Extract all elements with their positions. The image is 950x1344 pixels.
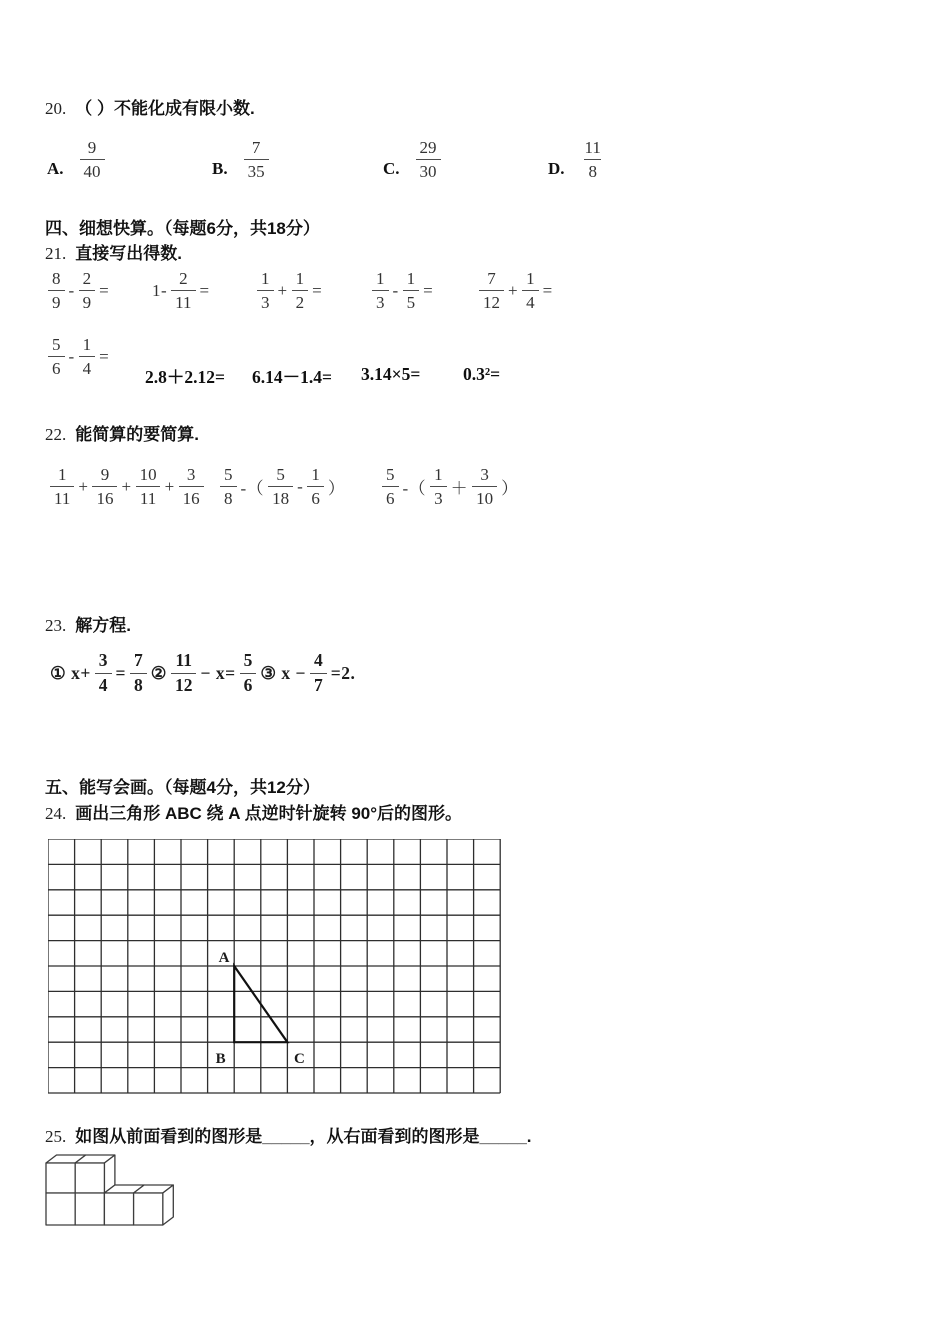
- fraction: $\frac{5}{18}$: [268, 466, 293, 507]
- question-20-text: （ ）不能化成有限小数.: [75, 99, 255, 118]
- q21-expression-2: [150, 270, 212, 311]
- front-face-upper-cube-1: [46, 1163, 75, 1193]
- fraction: $\frac{1}{5}$: [403, 270, 420, 311]
- vertex-label-a: A: [218, 950, 230, 967]
- option-d-label: D.: [548, 159, 565, 178]
- fraction: $\frac{10}{11}$: [136, 466, 161, 507]
- math-text: =2.: [330, 662, 356, 683]
- math-text: =: [99, 280, 110, 300]
- q21-expression-3: [255, 270, 324, 311]
- question-22-number: 22.: [45, 425, 67, 444]
- question-23-text: 解方程.: [75, 616, 131, 635]
- q21-decimal-2: 6.14－1.4=: [252, 367, 332, 387]
- option-d-fraction: [579, 139, 607, 180]
- option-b-label: B.: [212, 159, 228, 178]
- option-a-fraction: [78, 139, 107, 180]
- math-text: ③ x −: [260, 662, 306, 683]
- question-25-text: 如图从前面看到的图形是_____，从右面看到的图形是_____.: [75, 1127, 532, 1146]
- math-text: +: [164, 476, 175, 496]
- math-text: +: [78, 476, 89, 496]
- front-face-lower-cube-2: [75, 1193, 104, 1225]
- math-text: =: [312, 280, 323, 300]
- front-face-lower-cube-1: [46, 1193, 75, 1225]
- fraction: $\frac{9}{16}$: [92, 466, 117, 507]
- math-text: -（: [240, 479, 265, 498]
- question-21-heading: [45, 244, 182, 264]
- section-4-title: 四、细想快算。（每题6分，共18分）: [45, 219, 320, 238]
- math-text: 1-: [152, 280, 168, 300]
- math-text: =: [115, 662, 127, 683]
- fraction: $\frac{7}{35}$: [244, 139, 269, 180]
- vertex-label-b: B: [215, 1050, 226, 1067]
- question-22-heading: [45, 425, 199, 445]
- fraction: $\frac{1}{3}$: [257, 270, 274, 311]
- math-text: -: [297, 476, 304, 496]
- fraction: $\frac{5}{8}$: [220, 466, 237, 507]
- question-21-text: 直接写出得数.: [75, 244, 182, 263]
- math-text: +: [277, 280, 288, 300]
- front-face-upper-cube-2: [75, 1163, 104, 1193]
- question-24-number: 24.: [45, 804, 67, 823]
- fraction: $\frac{7}{8}$: [130, 652, 147, 694]
- math-text: ① x+: [50, 662, 91, 683]
- right-face-lower-cube-4: [163, 1185, 174, 1225]
- fraction: $\frac{1}{3}$: [430, 466, 447, 507]
- math-text: -: [68, 280, 75, 300]
- fraction: $\frac{1}{11}$: [50, 466, 74, 507]
- fraction: $\frac{1}{4}$: [522, 270, 539, 311]
- fraction: $\frac{1}{3}$: [372, 270, 389, 311]
- math-text: ）: [501, 479, 519, 498]
- question-24-heading: [45, 804, 462, 824]
- fraction: $\frac{1}{6}$: [307, 466, 324, 507]
- fraction: $\frac{1}{2}$: [292, 270, 309, 311]
- front-face-lower-cube-3: [104, 1193, 133, 1225]
- option-c-label: C.: [383, 159, 400, 178]
- option-c: [383, 139, 443, 180]
- q21-expression-6: [46, 336, 111, 377]
- fraction: $\frac{5}{6}$: [240, 652, 257, 694]
- section-5-title: 五、能写会画。（每题4分，共12分）: [45, 778, 320, 797]
- fraction: $\frac{1}{4}$: [79, 336, 96, 377]
- q21-expression-1: [46, 270, 111, 311]
- front-face-lower-cube-4: [134, 1193, 163, 1225]
- math-text: =: [199, 280, 210, 300]
- q21-expression-4: [370, 270, 435, 311]
- rotation-grid-figure: [48, 839, 501, 1094]
- math-text: +: [508, 280, 519, 300]
- option-b: [212, 139, 271, 180]
- q22-expression-1: [48, 466, 206, 507]
- question-20-number: 20.: [45, 99, 67, 118]
- math-text: =: [99, 346, 110, 366]
- q21-decimal-4: 0.3²=: [463, 364, 501, 384]
- math-text: -: [392, 280, 399, 300]
- math-text: − x=: [200, 662, 236, 683]
- fraction: $\frac{5}{6}$: [382, 466, 399, 507]
- math-text: ＋: [450, 479, 469, 498]
- fraction: $\frac{9}{40}$: [80, 139, 105, 180]
- question-21-number: 21.: [45, 244, 67, 263]
- q21-decimal-3: 3.14×5=: [361, 364, 421, 384]
- fraction: $\frac{5}{6}$: [48, 336, 65, 377]
- question-25-number: 25.: [45, 1127, 67, 1146]
- cube-stack-figure: [45, 1152, 185, 1232]
- q22-expression-3: [380, 466, 521, 507]
- fraction: $\frac{3}{10}$: [472, 466, 497, 507]
- q23-equations: [48, 652, 357, 694]
- q21-decimal-1: 2.8＋2.12=: [145, 367, 225, 387]
- fraction: $\frac{3}{16}$: [179, 466, 204, 507]
- fraction: $\frac{11}{8}$: [584, 138, 601, 181]
- question-24-text: 画出三角形 ABC 绕 A 点逆时针旋转 90°后的图形。: [75, 804, 463, 823]
- q22-expression-2: [218, 466, 347, 507]
- option-b-fraction: [242, 139, 271, 180]
- fraction: $\frac{8}{9}$: [48, 270, 65, 311]
- fraction: $\frac{2}{9}$: [79, 270, 96, 311]
- fraction: $\frac{7}{12}$: [479, 270, 504, 311]
- fraction: $\frac{3}{4}$: [95, 652, 112, 694]
- question-23-number: 23.: [45, 616, 67, 635]
- question-23-heading: [45, 616, 131, 636]
- math-text: ②: [150, 662, 167, 683]
- fraction: $\frac{2}{11}$: [171, 270, 195, 311]
- q21-expression-5: [477, 270, 555, 311]
- math-text: +: [121, 476, 132, 496]
- math-text: -（: [402, 479, 427, 498]
- option-a: [47, 139, 107, 180]
- option-a-label: A.: [47, 159, 64, 178]
- question-25-heading: [45, 1127, 532, 1147]
- question-20-heading: [45, 99, 255, 119]
- vertex-label-c: C: [293, 1050, 305, 1067]
- math-text: -: [68, 346, 75, 366]
- option-d: [548, 139, 607, 180]
- fraction: $\frac{4}{7}$: [310, 652, 327, 694]
- math-text: ）: [327, 479, 346, 498]
- fraction: $\frac{11}{12}$: [171, 652, 197, 694]
- question-22-text: 能简算的要简算.: [75, 425, 199, 444]
- fraction: $\frac{29}{30}$: [416, 139, 441, 180]
- math-text: =: [423, 280, 434, 300]
- math-text: =: [542, 280, 553, 300]
- option-c-fraction: [414, 139, 443, 180]
